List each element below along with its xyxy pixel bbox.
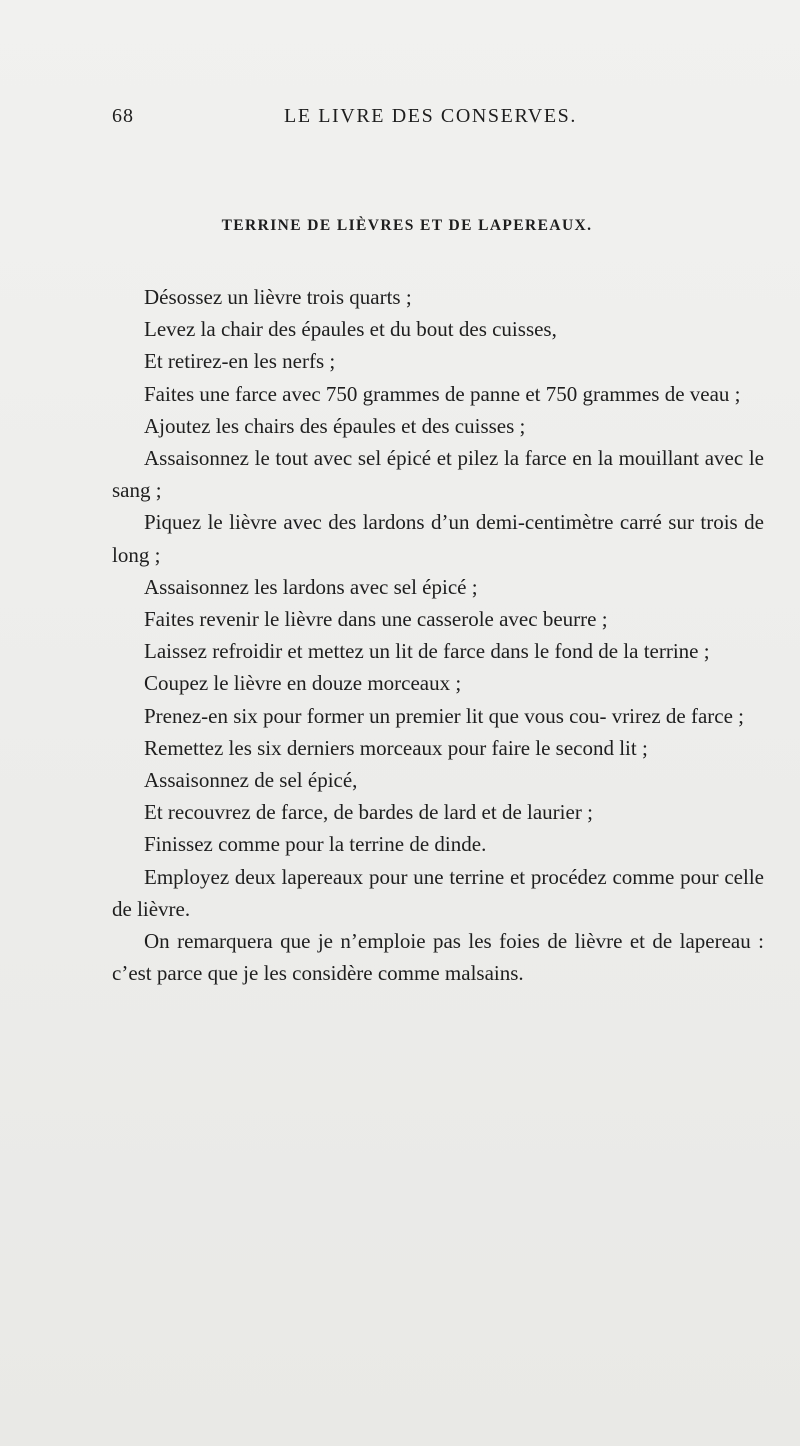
paragraph: Prenez-en six pour former un premier lit que vous cou- vrirez de farce ; bbox=[144, 703, 745, 728]
recipe-text bbox=[112, 281, 764, 989]
section-title: TERRINE DE LIÈVRES ET DE LAPEREAUX. bbox=[221, 217, 593, 234]
page-number: 68 bbox=[112, 105, 134, 127]
paragraph: Finissez comme pour la terrine de dinde. bbox=[144, 832, 487, 857]
book-title: LE LIVRE DES CONSERVES. bbox=[284, 105, 577, 127]
paragraph: Employez deux lapereaux pour une terrine et procédez comme pour celle de lièvre. bbox=[112, 864, 764, 921]
paragraph: Et retirez-en les nerfs ; bbox=[144, 349, 336, 374]
paragraph: Piquez le lièvre avec des lardons d’un demi-centimètre carré sur trois de long ; bbox=[112, 510, 764, 567]
paragraph: On remarquera que je n’emploie pas les foies de lièvre et de lapereau : c’est parce que je les considère comme malsains. bbox=[112, 929, 764, 986]
paragraph: Assaisonnez le tout avec sel épicé et pilez la farce en la mouillant avec le sang ; bbox=[112, 446, 764, 503]
paragraph: Remettez les six derniers morceaux pour faire le second lit ; bbox=[144, 735, 648, 760]
paragraph: Faites revenir le lièvre dans une casserole avec beurre ; bbox=[144, 607, 608, 632]
paragraph: Assaisonnez de sel épicé, bbox=[144, 768, 358, 793]
paragraph: Désossez un lièvre trois quarts ; bbox=[144, 285, 412, 309]
paragraph: Faites une farce avec 750 grammes de panne et 750 grammes de veau ; bbox=[144, 381, 741, 406]
paragraph: Levez la chair des épaules et du bout des cuisses, bbox=[144, 317, 557, 342]
paragraph: Laissez refroidir et mettez un lit de farce dans le fond de la terrine ; bbox=[144, 639, 710, 664]
paragraph: Ajoutez les chairs des épaules et des cuisses ; bbox=[144, 413, 526, 438]
paragraph: Coupez le lièvre en douze morceaux ; bbox=[144, 671, 462, 696]
paragraph: Et recouvrez de farce, de bardes de lard et de laurier ; bbox=[144, 800, 593, 825]
running-head bbox=[0, 105, 800, 135]
paragraph: Assaisonnez les lardons avec sel épicé ; bbox=[144, 574, 478, 599]
